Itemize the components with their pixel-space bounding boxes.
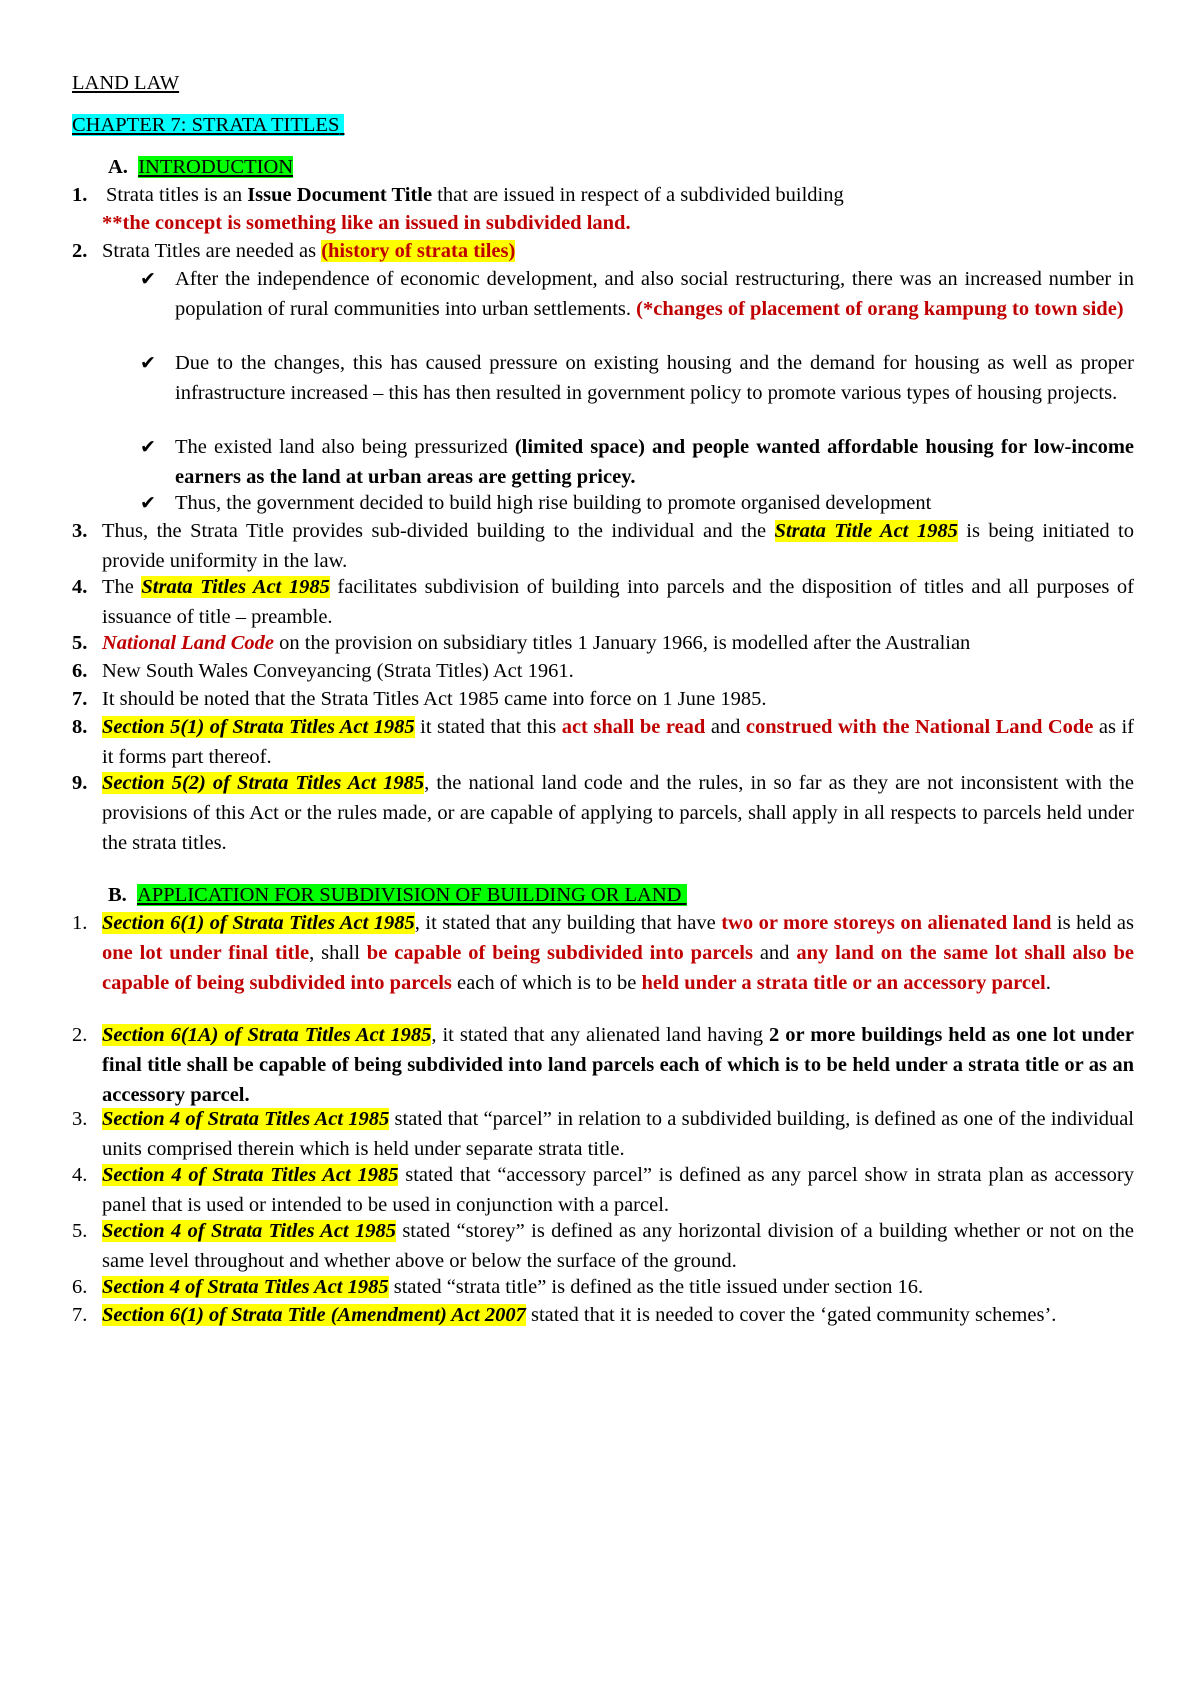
sub-item-4: Thus, the government decided to build high rise building to promote organised development [175,492,932,514]
list-item-a3: Thus, the Strata Title provides sub-divided building to the individual and the Strata Title Act 1985 is being initiated to provide uniformity in the law. [102,520,1134,572]
list-number: 1. [72,184,88,206]
chapter-heading [72,110,344,140]
list-item-a6: New South Wales Conveyancing (Strata Titles) Act 1961. [102,660,574,682]
sub-item-2: Due to the changes, this has caused pressure on existing housing and the demand for housing as well as proper infrastructure increased – this has then resulted in government policy to promote various types of housing projects. [175,352,1134,404]
list-number: 4. [72,576,88,598]
list-number: 3. [72,520,88,542]
list-number: 2. [72,1024,88,1046]
list-item-a8: Section 5(1) of Strata Titles Act 1985 it stated that this act shall be read and construed with the National Land Code as if it forms part thereof. [102,716,1134,768]
section-b-title: APPLICATION FOR SUBDIVISION OF BUILDING OR LAND [137,884,687,906]
list-item-b7: Section 6(1) of Strata Title (Amendment) Act 2007 stated that it is needed to cover the ‘gated community schemes’. [102,1304,1057,1326]
list-number: 2. [72,240,88,262]
section-b-heading: B. APPLICATION FOR SUBDIVISION OF BUILDING OR LAND [108,880,687,910]
list-number: 6. [72,1276,88,1298]
section-a-heading: A. INTRODUCTION [108,156,294,178]
list-number: 1. [72,912,88,934]
list-number: 7. [72,1304,88,1326]
check-icon: ✔ [140,436,156,458]
check-icon: ✔ [140,268,156,290]
sub-item-3: The existed land also being pressurized (limited space) and people wanted affordable housing for low-income earners as the land at urban areas are getting pricey. [175,436,1134,488]
section-a-title: INTRODUCTION [138,156,294,178]
list-number: 9. [72,772,88,794]
list-item-a7: It should be noted that the Strata Titles Act 1985 came into force on 1 June 1985. [102,688,767,710]
list-item-b3: Section 4 of Strata Titles Act 1985 stated that “parcel” in relation to a subdivided building, is defined as one of the individual units comprised therein which is held under separate strata title. [102,1108,1134,1160]
check-icon: ✔ [140,352,156,374]
list-number: 4. [72,1164,88,1186]
list-number: 6. [72,660,88,682]
list-item-a9: Section 5(2) of Strata Titles Act 1985, the national land code and the rules, in so far as they are not inconsistent with the provisions of this Act or the rules made, or are capable of applying to parcels, shall apply in all respects to parcels held under the strata titles. [102,772,1134,854]
chapter-heading-text: CHAPTER 7: STRATA TITLES [72,114,340,136]
list-number: 5. [72,632,88,654]
list-item-b1: Section 6(1) of Strata Titles Act 1985, it stated that any building that have two or more storeys on alienated land is held as one lot under final title, shall be capable of being subdivided into parcels and any land on the same lot shall also be capable of being subdivided into parcels each of which is to be held under a strata title or an accessory parcel. [102,912,1134,994]
list-item-a1: Strata titles is an Issue Document Title that are issued in respect of a subdivided building [106,184,844,206]
check-icon: ✔ [140,492,156,514]
list-item-b6: Section 4 of Strata Titles Act 1985 stated “strata title” is defined as the title issued under section 16. [102,1276,924,1298]
sub-item-1: After the independence of economic development, and also social restructuring, there was an increased number in population of rural communities into urban settlements. (*changes of placement of orang kampung to town side) [175,268,1134,320]
list-item-b4: Section 4 of Strata Titles Act 1985 stated that “accessory parcel” is defined as any parcel show in strata plan as accessory panel that is used or intended to be used in conjunction with a parcel. [102,1164,1135,1216]
list-item-b5: Section 4 of Strata Titles Act 1985 stated “storey” is defined as any horizontal division of a building whether or not on the same level throughout and whether above or below the surface of the ground. [102,1220,1134,1272]
list-number: 5. [72,1220,88,1242]
list-item-a1-note: **the concept is something like an issued in subdivided land. [102,212,631,234]
list-item-b2: Section 6(1A) of Strata Titles Act 1985, it stated that any alienated land having 2 or more buildings held as one lot under final title shall be capable of being subdivided into land parcels each of which is to be held under a strata title or as an accessory parcel. [102,1024,1134,1106]
doc-title: LAND LAW [72,72,180,94]
list-number: 7. [72,688,88,710]
list-number: 3. [72,1108,88,1130]
list-item-a5: National Land Code on the provision on subsidiary titles 1 January 1966, is modelled after the Australian [102,632,971,654]
list-item-a4: The Strata Titles Act 1985 facilitates subdivision of building into parcels and the disposition of titles and all purposes of issuance of title – preamble. [102,576,1135,628]
list-item-a2: Strata Titles are needed as (history of strata tiles) [102,240,516,262]
list-number: 8. [72,716,88,738]
